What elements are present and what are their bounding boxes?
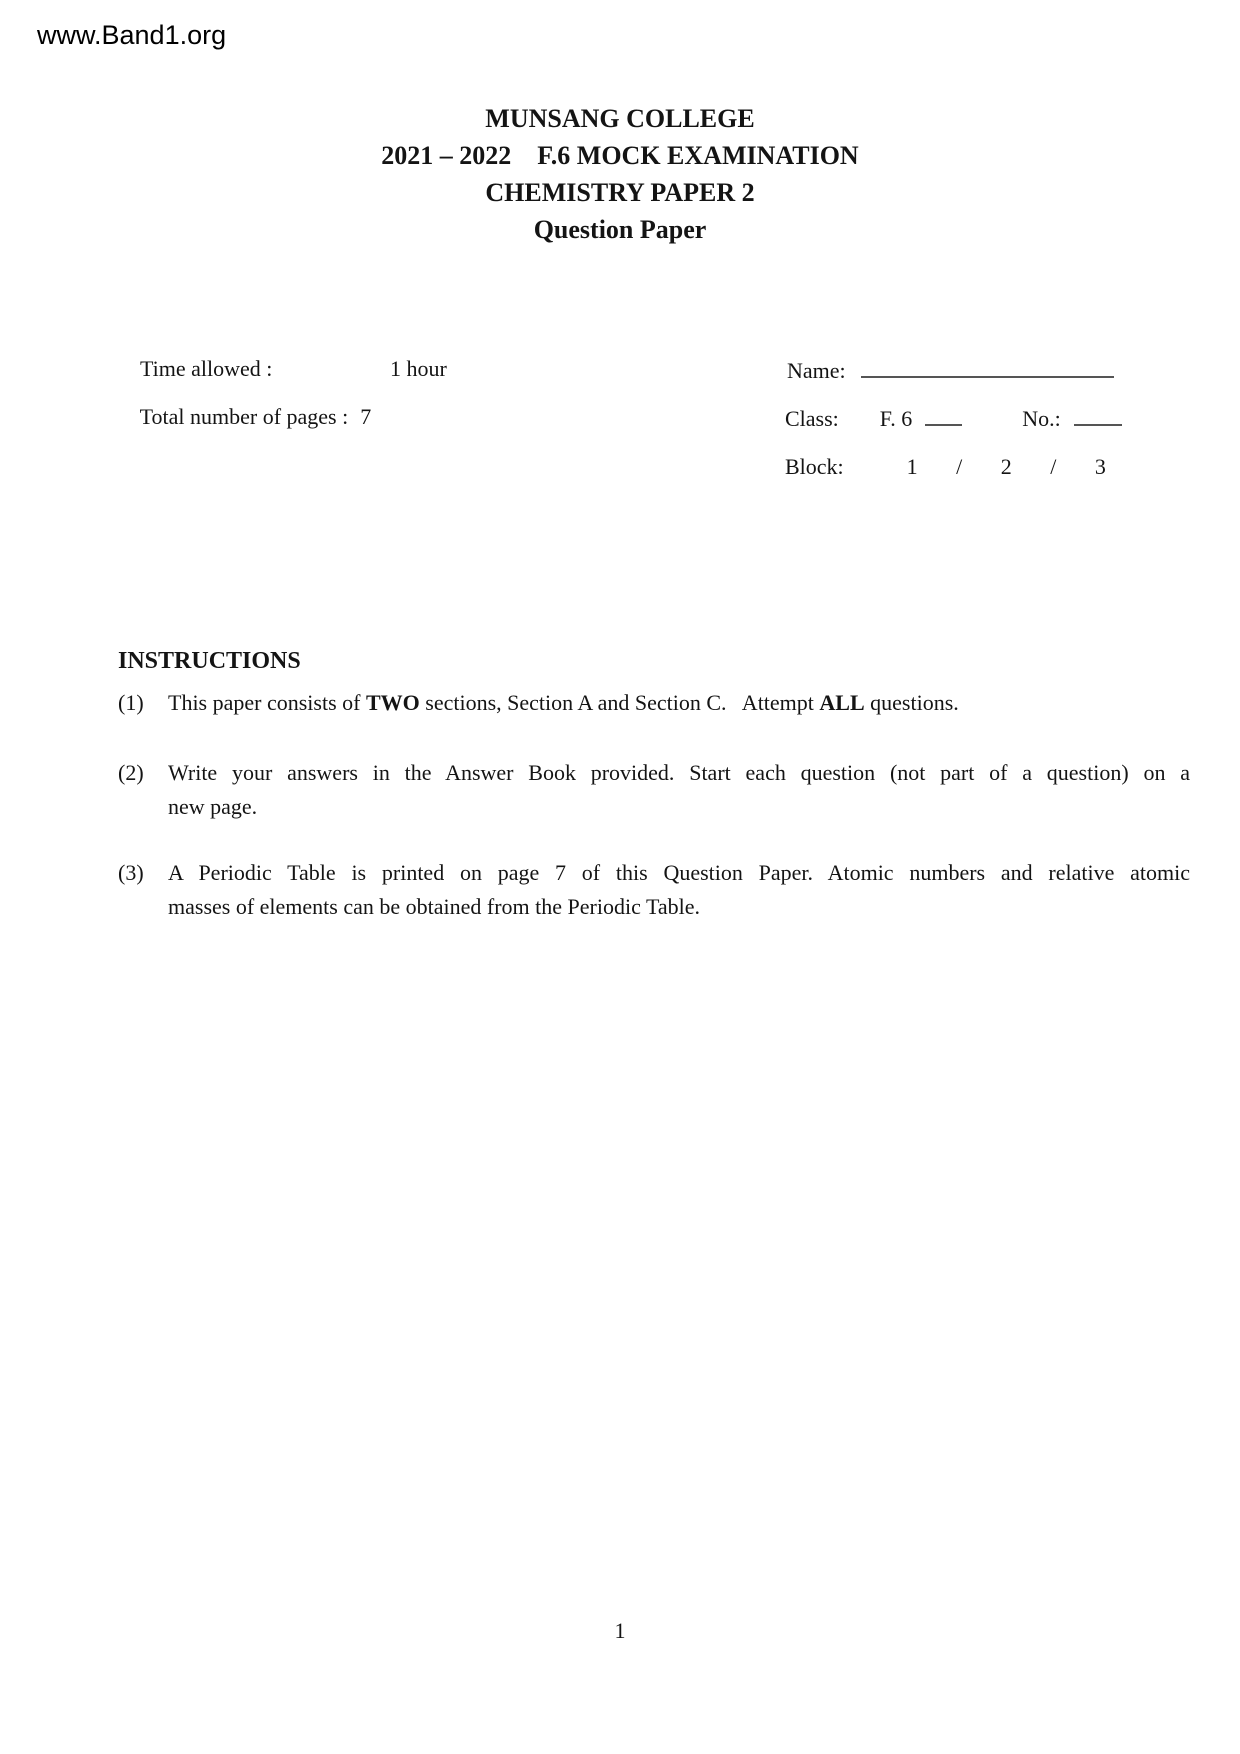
total-pages-value: 7 [360, 404, 372, 429]
instruction-1-bold-all: ALL [819, 690, 865, 715]
block-row [763, 428, 1106, 506]
instruction-1-segment: sections, Section A and Section C. Attempt [419, 690, 820, 715]
total-pages-label: Total number of pages : [139, 404, 349, 429]
instruction-1-segment: This paper consists of [168, 690, 366, 715]
instruction-3-line-1: A Periodic Table is printed on page 7 of this Question Paper. Atomic numbers and relative atomic [168, 860, 1190, 885]
class-label: Class: [785, 405, 839, 431]
name-blank-line [861, 356, 1114, 378]
instruction-2-number: (2) [118, 760, 144, 785]
watermark-text: www.Band1.org [37, 20, 227, 50]
block-options: 1 / 2 / 3 [906, 454, 1106, 479]
time-allowed-value: 1 hour [390, 356, 447, 381]
instruction-2-text [168, 756, 1190, 824]
no-label: No.: [1022, 405, 1061, 431]
block-label: Block: [785, 454, 844, 479]
instruction-3-text [168, 856, 1190, 924]
instruction-item-2 [118, 756, 1190, 824]
name-label: Name: [787, 357, 846, 383]
instruction-1-number: (1) [118, 690, 144, 715]
instruction-item-3 [118, 856, 1190, 924]
time-allowed-label: Time allowed : [140, 356, 273, 381]
no-blank-line [1074, 404, 1122, 426]
page-number: 1 [614, 1618, 626, 1643]
instruction-2-line-2: new page. [168, 794, 258, 819]
instruction-2-line-1: Write your answers in the Answer Book provided. Start each question (not part of a question) on a [168, 760, 1190, 785]
instruction-item-1 [118, 686, 1190, 720]
title-block [0, 100, 1240, 248]
class-value: F. 6 [879, 405, 913, 431]
instruction-1-bold-two: TWO [365, 690, 420, 715]
instruction-1-segment: questions. [864, 690, 959, 715]
total-pages-row [118, 378, 371, 456]
paper-type: Question Paper [533, 215, 707, 244]
instruction-1-text [168, 686, 1190, 720]
class-blank-line [925, 404, 962, 426]
school-name: MUNSANG COLLEGE [485, 104, 755, 133]
instruction-3-line-2: masses of elements can be obtained from the Periodic Table. [168, 894, 700, 919]
subject-title: CHEMISTRY PAPER 2 [485, 178, 755, 207]
instruction-3-number: (3) [118, 860, 144, 885]
exam-title: 2021 – 2022 F.6 MOCK EXAMINATION [381, 141, 859, 170]
instructions-heading: INSTRUCTIONS [118, 648, 301, 674]
